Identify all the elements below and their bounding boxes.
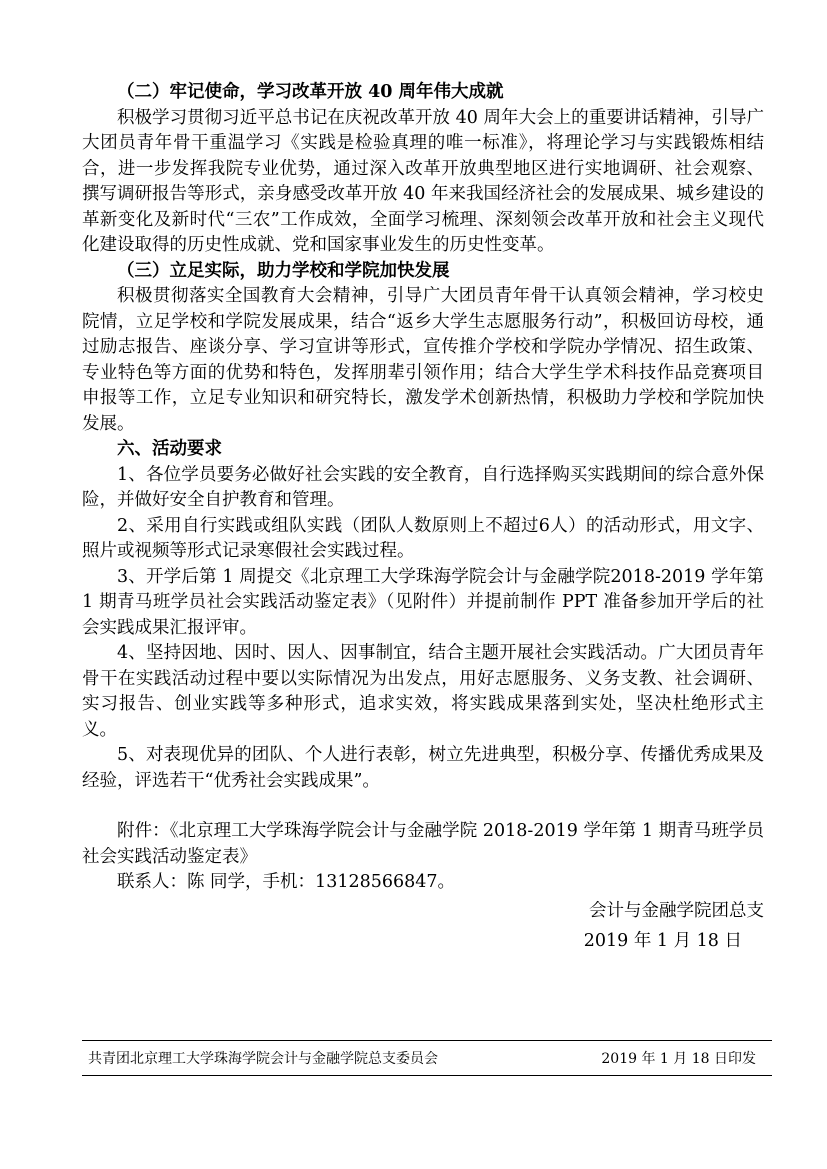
- attachment-note: 附件：《北京理工大学珠海学院会计与金融学院 2018-2019 学年第 1 期青马班学员社会实践活动鉴定表》: [82, 821, 764, 867]
- document-body: [82, 80, 764, 956]
- section-3-heading: （三）立足实际，助力学校和学院加快发展: [117, 260, 450, 281]
- section-2-heading: （二）牢记使命，学习改革开放 40 周年伟大成就: [117, 82, 504, 102]
- signature-org: 会计与金融学院团总支: [589, 900, 764, 921]
- signature-date: 2019 年 1 月 18 日: [583, 930, 742, 951]
- section-6-heading: 六、活动要求: [117, 439, 222, 459]
- requirement-item-1: 1、各位学员要务必做好社会实践的安全教育，自行选择购买实践期间的综合意外保险，并做好安全自护教育和管理。: [82, 464, 764, 510]
- section-3-body: 积极贯彻落实全国教育大会精神，引导广大团员青年骨干认真领会精神，学习校史院情，立足学校和学院发展成果，结合“返乡大学生志愿服务行动”，积极回访母校，通过励志报告、座谈分享、学习宣讲等形式，宣传推介学校和学院办学情况、招生政策、专业特色等方面的优势和特色，发挥朋辈引领作用；结合大学生学术科技作品竞赛项目申报等工作，立足专业知识和研究特长，激发学术创新热情，积极助力学校和学院加快发展。: [82, 286, 764, 434]
- footer-issue-date: 2019 年 1 月 18 日印发: [601, 1051, 756, 1067]
- spacer: [82, 794, 764, 819]
- contact-info: 联系人：陈 同学，手机：13128566847。: [117, 872, 456, 892]
- document-footer: [82, 1040, 772, 1076]
- footer-issuer: 共青团北京理工大学珠海学院会计与金融学院总支委员会: [88, 1051, 438, 1067]
- requirement-item-4: 4、坚持因地、因时、因人、因事制宜，结合主题开展社会实践活动。广大团员青年骨干在实践活动过程中要以实际情况为出发点，用好志愿服务、义务支教、社会调研、实习报告、创业实践等多种形式，追求实效，将实践成果落到实处，坚决杜绝形式主义。: [82, 643, 764, 740]
- section-2-body: 积极学习贯彻习近平总书记在庆祝改革开放 40 周年大会上的重要讲话精神，引导广大团员青年骨干重温学习《实践是检验真理的唯一标准》，将理论学习与实践锻炼相结合，进一步发挥我院专业优势，通过深入改革开放典型地区进行实地调研、社会观察、撰写调研报告等形式，亲身感受改革开放 40 年来我国经济社会的发展成果、城乡建设的革新变化及新时代“三农”工作成效，全面学习梳理、深刻领会改革开放和社会主义现代化建设取得的历史性成就、党和国家事业发生的历史性变革。: [82, 107, 764, 255]
- requirement-item-3: 3、开学后第 1 周提交《北京理工大学珠海学院会计与金融学院2018-2019 学年第 1 期青马班学员社会实践活动鉴定表》（见附件）并提前制作 PPT 准备参加开学后的社会实践成果汇报评审。: [82, 566, 764, 638]
- requirement-item-2: 2、采用自行实践或组队实践（团队人数原则上不超过6人）的活动形式，用文字、照片或视频等形式记录寒假社会实践过程。: [82, 515, 764, 561]
- requirement-item-5: 5、对表现优异的团队、个人进行表彰，树立先进典型，积极分享、传播优秀成果及经验，评选若干“优秀社会实践成果”。: [82, 745, 764, 791]
